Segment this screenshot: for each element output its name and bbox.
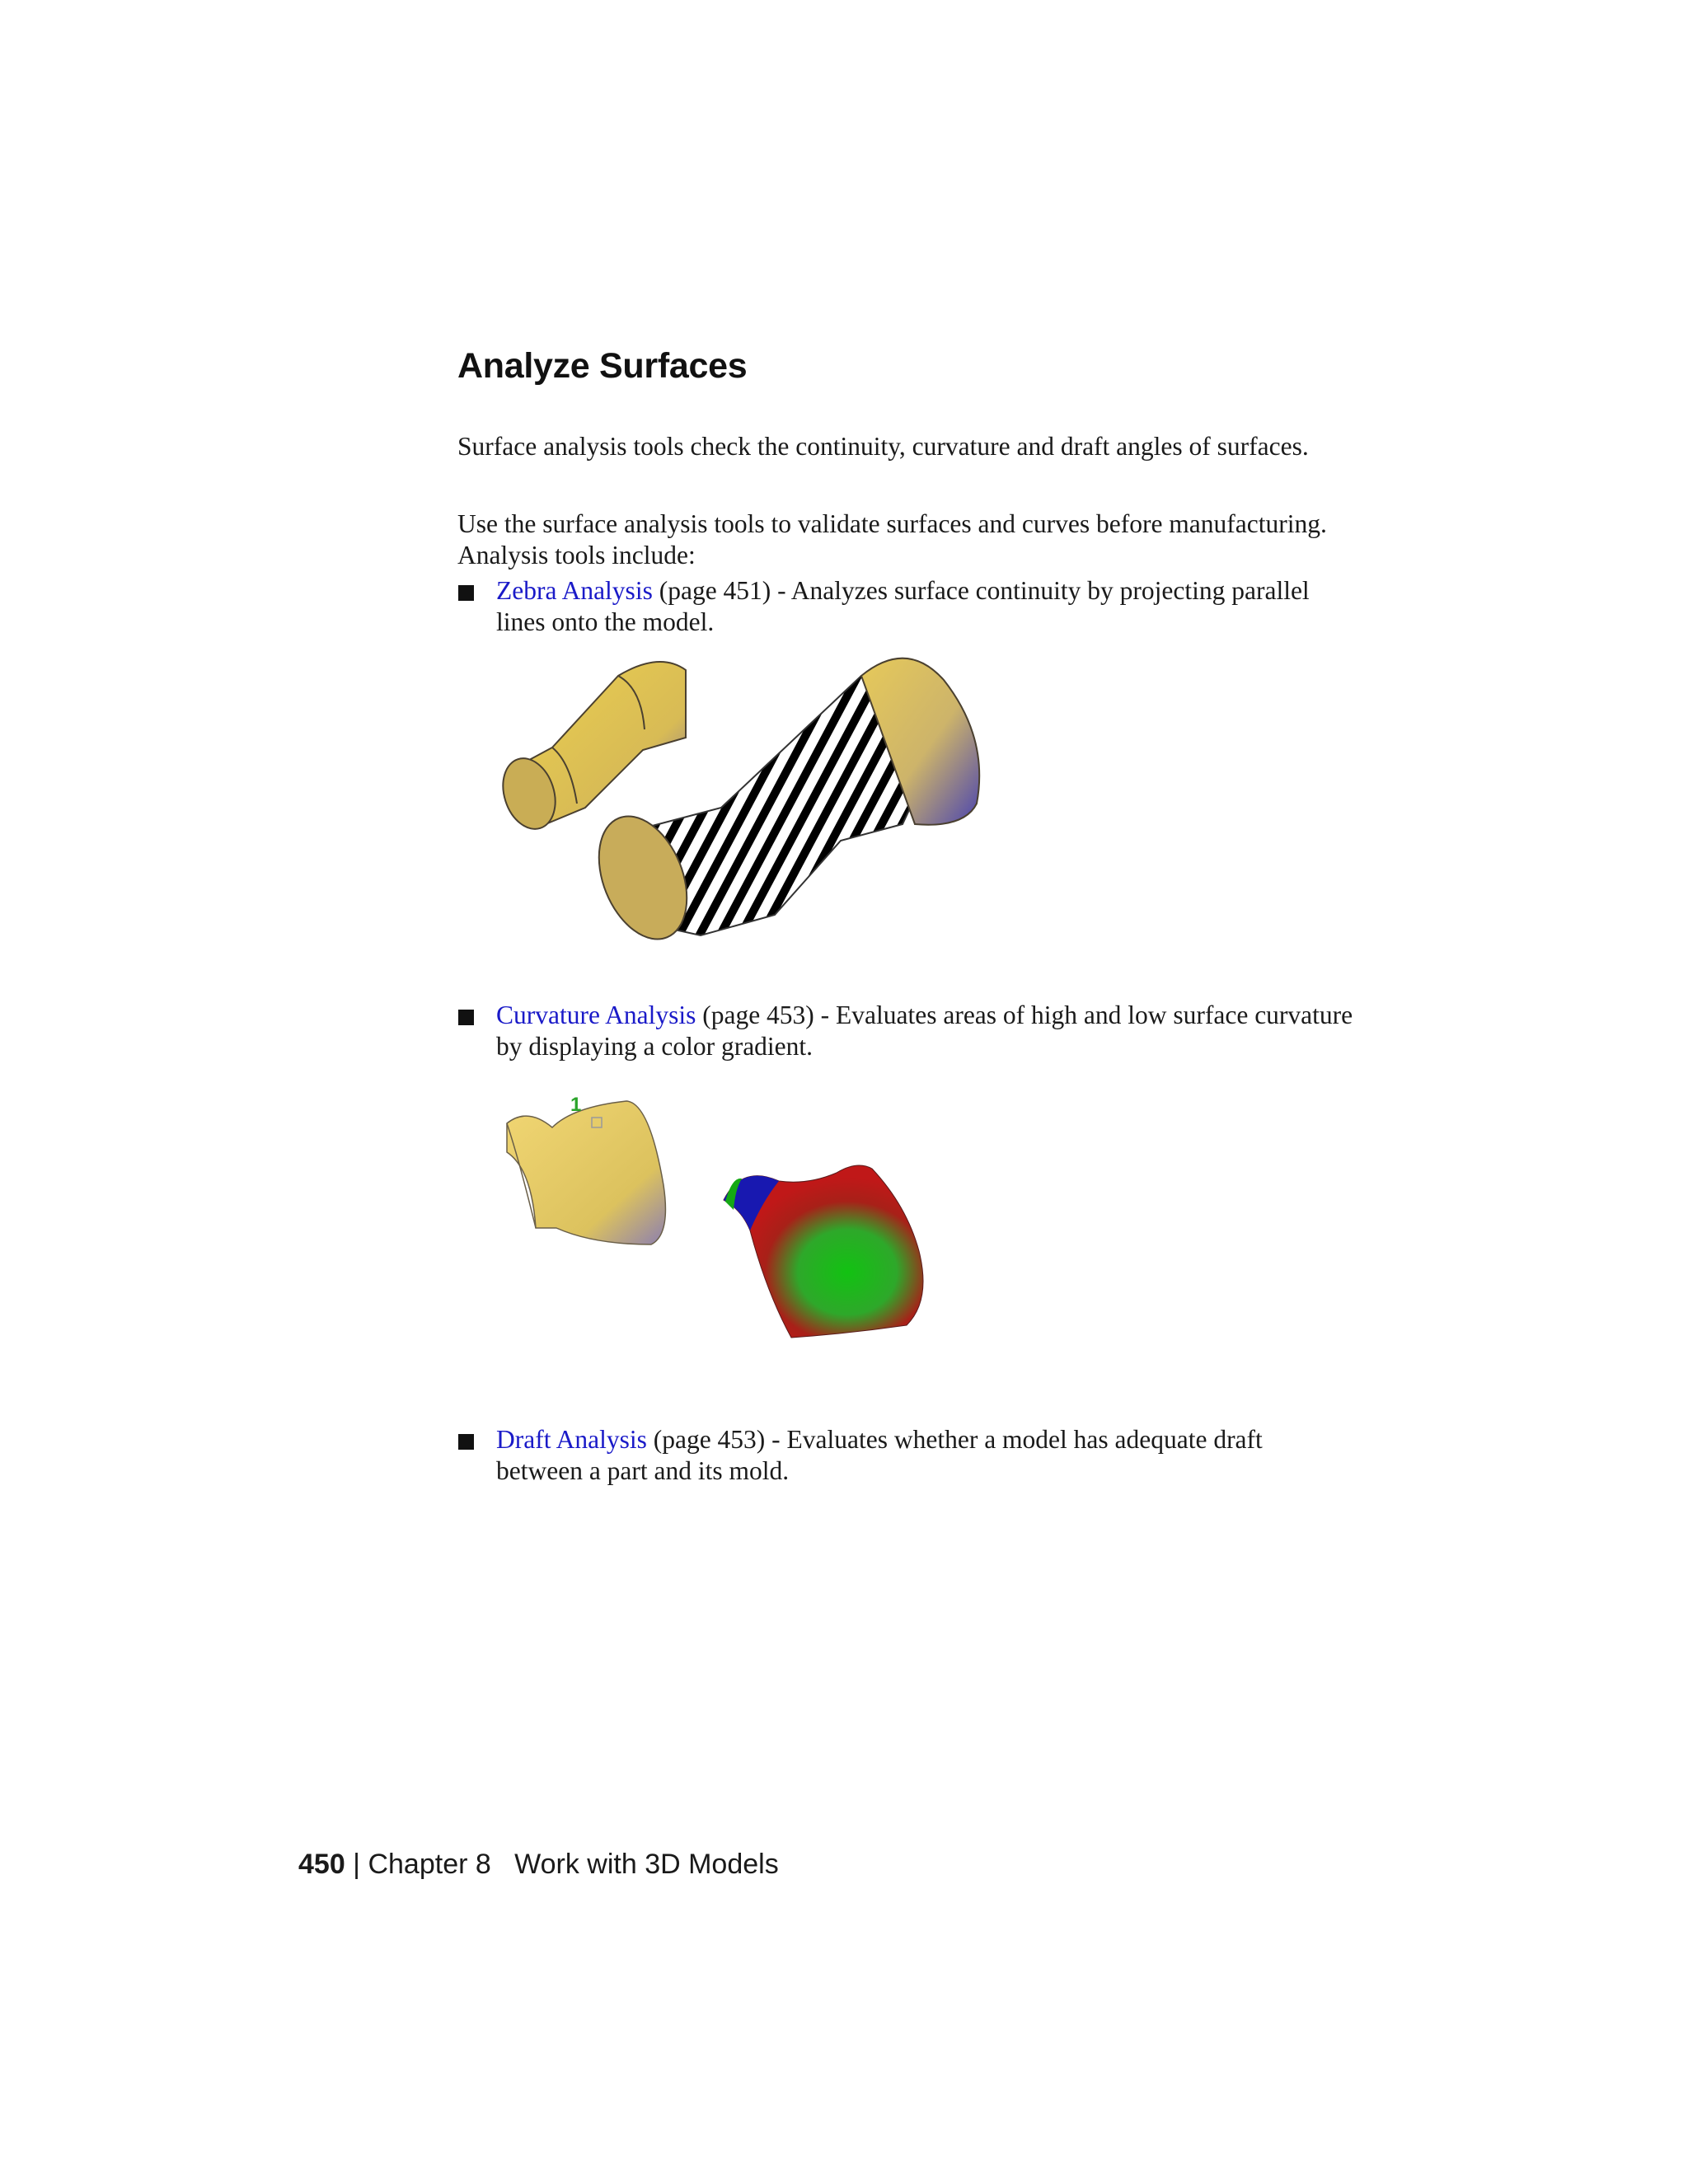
page-number: 450 [298, 1849, 345, 1880]
curvature-surfaces-illustration [495, 1086, 1006, 1399]
bullet-square-icon [458, 1434, 474, 1450]
zebra-analysis-figure [495, 655, 1006, 981]
curvature-analysis-figure [495, 1086, 1006, 1399]
bullet-draft [496, 1424, 1353, 1487]
zebra-cylinders-illustration [495, 655, 1006, 981]
footer-chapter-title: Work with 3D Models [514, 1849, 779, 1880]
marker-label: 1 [570, 1094, 582, 1116]
zebra-analysis-link[interactable]: Zebra Analysis [496, 576, 653, 605]
page-footer [298, 1849, 779, 1881]
bullet-square-icon [458, 585, 474, 601]
draft-analysis-description: (page 453) - Evaluates whether a model has adequate draft between a part and its mold. [496, 1425, 1263, 1485]
bullet-zebra [496, 575, 1353, 638]
intro-paragraph: Surface analysis tools check the continuity, curvature and draft angles of surfaces. [457, 432, 1309, 461]
footer-chapter: Chapter 8 [368, 1849, 491, 1880]
bullet-square-icon [458, 1010, 474, 1025]
bullet-curvature [496, 1000, 1353, 1062]
lead-paragraph: Use the surface analysis tools to validate surfaces and curves before manufacturing. Analysis tools include: [457, 509, 1327, 569]
footer-separator: | [345, 1849, 368, 1880]
page-heading: Analyze Surfaces [457, 346, 748, 386]
zebra-analysis-description: (page 451) - Analyzes surface continuity by projecting parallel lines onto the model. [496, 576, 1310, 636]
curvature-analysis-link[interactable]: Curvature Analysis [496, 1001, 696, 1029]
draft-analysis-link[interactable]: Draft Analysis [496, 1425, 647, 1454]
curvature-analysis-description: (page 453) - Evaluates areas of high and low surface curvature by displaying a color gradient. [496, 1001, 1353, 1061]
